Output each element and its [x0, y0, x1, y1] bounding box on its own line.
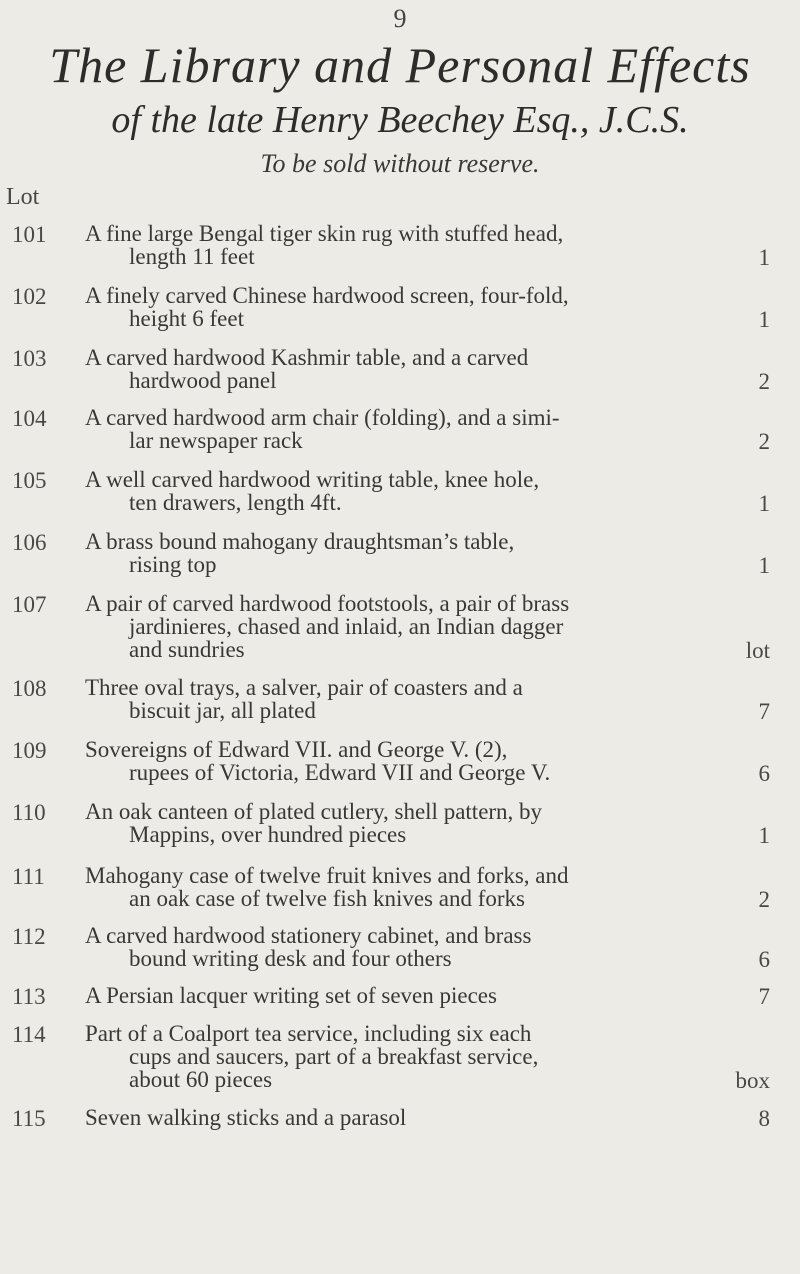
- lot-number: 101: [12, 222, 47, 247]
- lot-description: [85, 738, 670, 784]
- lot-number: 105: [12, 468, 47, 493]
- lot-description: [85, 1106, 670, 1129]
- lot-description: [85, 924, 670, 970]
- lot-description: [85, 222, 670, 268]
- lot-desc-line: ten drawers, length 4ft.: [129, 490, 342, 515]
- lot-desc-line: A carved hardwood stationery cabinet, and brass: [85, 923, 532, 948]
- lot-number: 103: [12, 346, 47, 371]
- lot-desc-line: bound writing desk and four others: [129, 946, 452, 971]
- lot-description: [85, 984, 670, 1007]
- lot-desc-line: A carved hardwood Kashmir table, and a carved: [85, 345, 529, 370]
- lot-quantity: 1: [758, 491, 770, 516]
- lot-desc-line: rupees of Victoria, Edward VII and George V.: [129, 760, 551, 785]
- lot-number: 113: [12, 984, 46, 1009]
- lot-number: 114: [12, 1022, 46, 1047]
- lot-quantity: 1: [758, 307, 770, 332]
- lot-desc-line: Sovereigns of Edward VII. and George V. (2),: [85, 737, 508, 762]
- lot-desc-line: Part of a Coalport tea service, including six each: [85, 1021, 532, 1046]
- lot-quantity: 1: [758, 553, 770, 578]
- lot-quantity: 2: [758, 369, 770, 394]
- lot-desc-line: A carved hardwood arm chair (folding), and a simi-: [85, 405, 560, 430]
- lot-description: [85, 592, 670, 661]
- lot-desc-line: A brass bound mahogany draughtsman’s table,: [85, 529, 515, 554]
- lot-quantity: box: [735, 1068, 770, 1093]
- sale-terms: To be sold without reserve.: [260, 149, 540, 178]
- lot-desc-line: A well carved hardwood writing table, knee hole,: [85, 467, 540, 492]
- lot-number: 110: [12, 800, 46, 825]
- lot-desc-line: An oak canteen of plated cutlery, shell pattern, by: [85, 799, 543, 824]
- lot-desc-line: Mappins, over hundred pieces: [129, 822, 407, 847]
- lot-desc-line: A finely carved Chinese hardwood screen, four-fold,: [85, 283, 569, 308]
- lot-desc-line: A fine large Bengal tiger skin rug with stuffed head,: [85, 221, 564, 246]
- lot-number: 115: [12, 1106, 46, 1131]
- lot-description: [85, 406, 670, 452]
- lot-description: [85, 800, 670, 846]
- lot-quantity: 1: [758, 245, 770, 270]
- lot-desc-line: Mahogany case of twelve fruit knives and forks, and: [85, 863, 569, 888]
- lot-desc-line: height 6 feet: [129, 306, 244, 331]
- lot-desc-line: cups and saucers, part of a breakfast service,: [129, 1044, 539, 1069]
- lot-quantity: 2: [758, 887, 770, 912]
- lot-number: 109: [12, 738, 47, 763]
- lot-desc-line: jardinieres, chased and inlaid, an Indian dagger: [129, 614, 564, 639]
- lot-desc-line: biscuit jar, all plated: [129, 698, 316, 723]
- catalogue-title-line-2: of the late Henry Beechey Esq., J.C.S.: [111, 99, 689, 141]
- lot-number: 111: [12, 864, 45, 889]
- lot-quantity: 7: [758, 984, 770, 1009]
- lot-description: [85, 530, 670, 576]
- lot-desc-line: A Persian lacquer writing set of seven pieces: [85, 983, 497, 1008]
- lot-desc-line: hardwood panel: [129, 368, 277, 393]
- lot-description: [85, 1022, 670, 1091]
- lot-number: 106: [12, 530, 47, 555]
- lot-desc-line: Seven walking sticks and a parasol: [85, 1105, 407, 1130]
- lot-description: [85, 468, 670, 514]
- lot-description: [85, 676, 670, 722]
- lot-number: 104: [12, 406, 47, 431]
- lot-quantity: 1: [758, 823, 770, 848]
- lot-desc-line: lar newspaper rack: [129, 428, 303, 453]
- lot-number: 107: [12, 592, 47, 617]
- lot-quantity: 8: [758, 1106, 770, 1131]
- lot-desc-line: an oak case of twelve fish knives and forks: [129, 886, 525, 911]
- lot-desc-line: rising top: [129, 552, 217, 577]
- lot-quantity: lot: [745, 638, 770, 663]
- lot-description: [85, 864, 670, 910]
- lot-desc-line: A pair of carved hardwood footstools, a pair of brass: [85, 591, 570, 616]
- lot-number: 108: [12, 676, 47, 701]
- lot-desc-line: and sundries: [129, 637, 245, 662]
- lot-quantity: 6: [758, 947, 770, 972]
- lot-quantity: 6: [758, 761, 770, 786]
- lot-desc-line: length 11 feet: [129, 244, 255, 269]
- lot-desc-line: Three oval trays, a salver, pair of coasters and a: [85, 675, 523, 700]
- lot-description: [85, 284, 670, 330]
- catalogue-title: The Library and Personal Effects: [49, 37, 751, 93]
- page-number: 9: [393, 4, 407, 33]
- lot-number: 102: [12, 284, 47, 309]
- lot-desc-line: about 60 pieces: [129, 1067, 273, 1092]
- lot-quantity: 7: [758, 699, 770, 724]
- lot-description: [85, 346, 670, 392]
- lot-column-header: Lot: [6, 184, 40, 210]
- lot-number: 112: [12, 924, 46, 949]
- lot-quantity: 2: [758, 429, 770, 454]
